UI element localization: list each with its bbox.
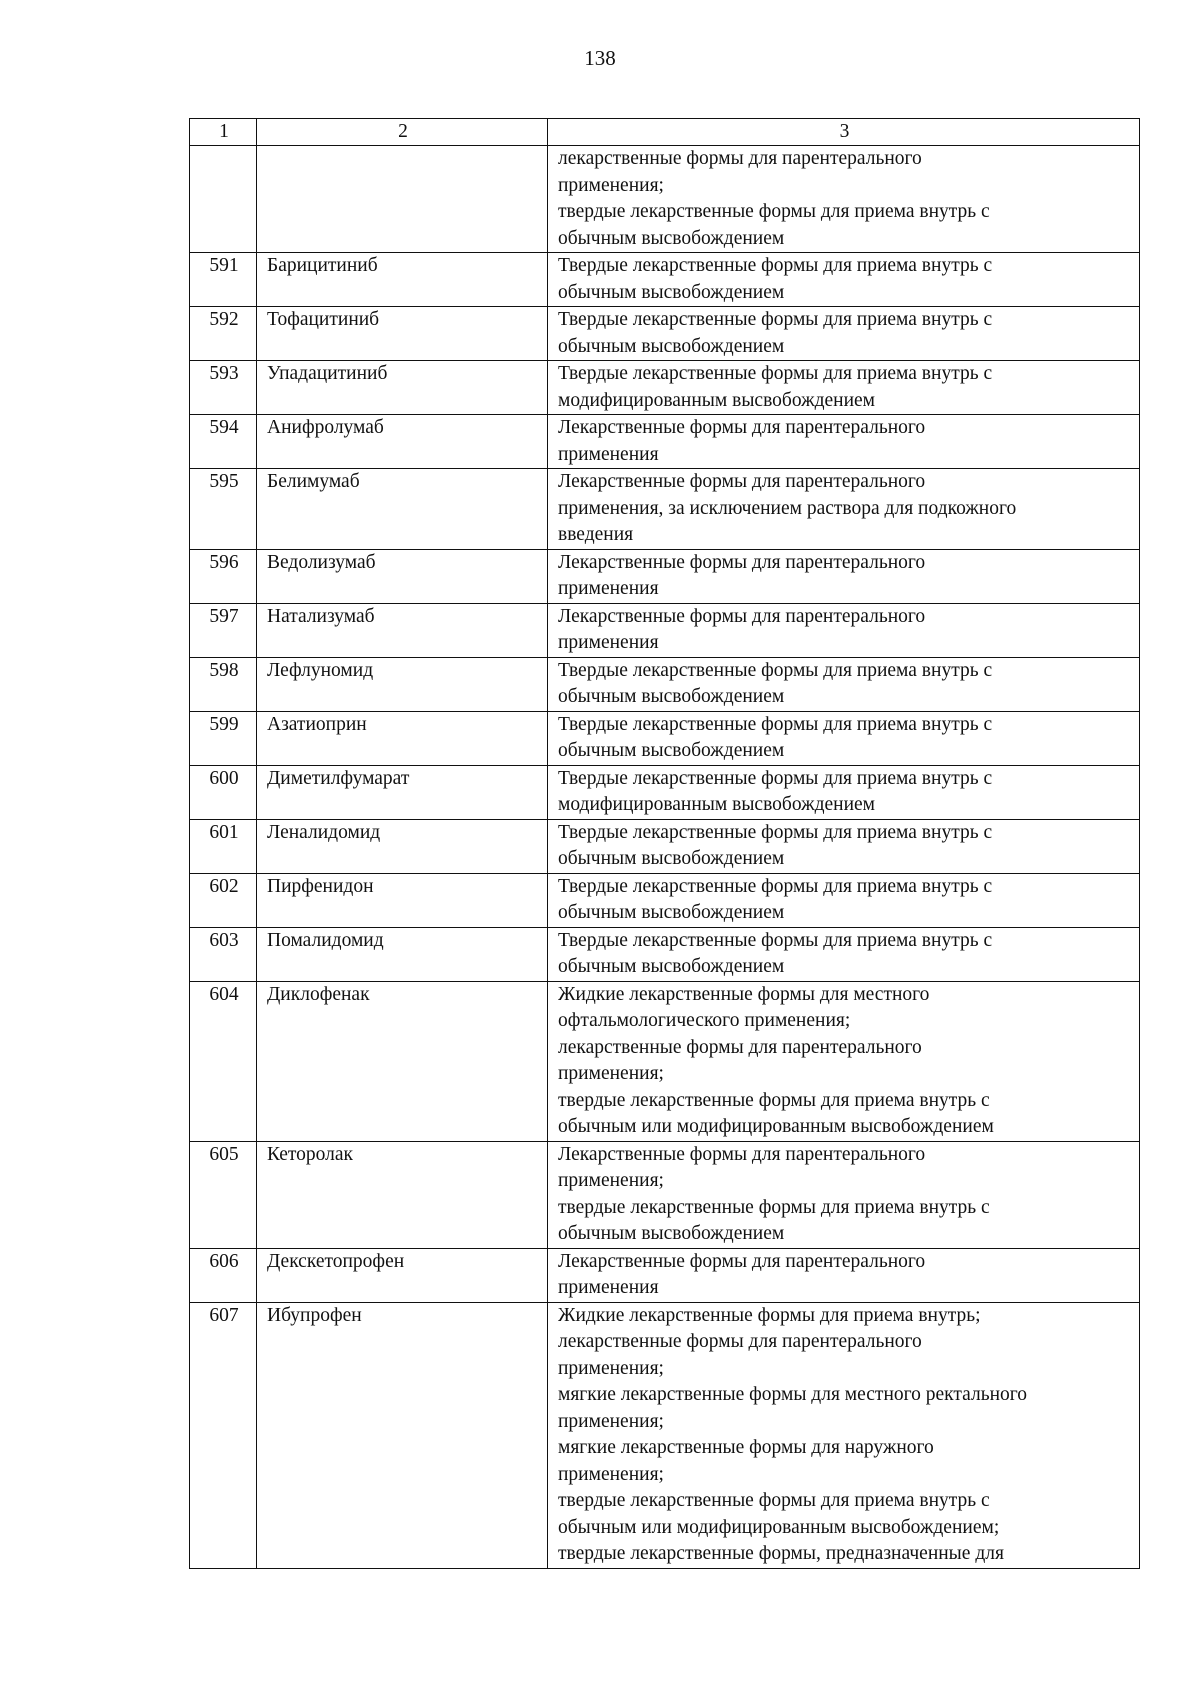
drug-name: Тофацитиниб (257, 307, 548, 361)
dosage-form-line: модифицированным высвобождением (558, 389, 876, 411)
dosage-form-line: применения, за исключением раствора для подкожного (558, 497, 1017, 519)
dosage-form-line: обычным высвобождением (558, 686, 785, 707)
row-number: 605 (190, 1141, 257, 1248)
drug-name: Анифролумаб (257, 415, 548, 469)
dosage-form-line: обычным высвобождением (558, 848, 785, 869)
dosage-form-line: Жидкие лекарственные формы для местного (558, 983, 930, 1005)
dosage-forms (548, 603, 1140, 657)
row-number: 603 (190, 927, 257, 981)
row-number: 606 (190, 1248, 257, 1302)
dosage-form-line: обычным высвобождением (558, 281, 785, 303)
table-row (190, 549, 1140, 603)
dosage-form-line: обычным высвобождением (558, 902, 785, 923)
drug-name: Лефлуномид (257, 657, 548, 711)
dosage-form-line: обычным высвобождением (558, 335, 785, 357)
dosage-forms (548, 549, 1140, 603)
dosage-form-line: лекарственные формы для парентерального (558, 148, 922, 169)
dosage-form-line: применения (558, 1277, 659, 1298)
drug-name: Диклофенак (257, 981, 548, 1141)
table-row (190, 765, 1140, 819)
dosage-forms (548, 1302, 1140, 1568)
dosage-form-line: твердые лекарственные формы, предназначенные для (558, 1543, 1004, 1564)
dosage-form-line: Твердые лекарственные формы для приема внутрь с (558, 875, 993, 897)
row-number: 598 (190, 657, 257, 711)
dosage-forms (548, 469, 1140, 550)
table-header-row (190, 119, 1140, 146)
dosage-form-line: Лекарственные формы для парентерального (558, 1250, 926, 1272)
drug-name: Декскетопрофен (257, 1248, 548, 1302)
table-row (190, 657, 1140, 711)
column-header-name: 2 (257, 119, 548, 146)
drug-name: Ведолизумаб (257, 549, 548, 603)
dosage-form-line: Лекарственные формы для парентерального (558, 551, 926, 573)
table-row (190, 1302, 1140, 1568)
dosage-form-line: Твердые лекарственные формы для приема внутрь с (558, 821, 993, 843)
dosage-form-line: применения; (558, 1410, 664, 1432)
dosage-form-line: обычным или модифицированным высвобождением (558, 1116, 994, 1137)
row-number: 602 (190, 873, 257, 927)
dosage-form-line: применения (558, 443, 659, 465)
dosage-form-line: Лекарственные формы для парентерального (558, 471, 926, 492)
dosage-form-line: обычным высвобождением (558, 1223, 785, 1244)
table-row (190, 1141, 1140, 1248)
dosage-forms (548, 927, 1140, 981)
table-row (190, 146, 1140, 253)
dosage-form-line: применения (558, 632, 659, 653)
dosage-form-line: Твердые лекарственные формы для приема внутрь с (558, 929, 993, 951)
dosage-form-line: лекарственные формы для парентерального (558, 1036, 922, 1058)
dosage-form-line: мягкие лекарственные формы для местного ректального (558, 1384, 1028, 1405)
row-number (190, 146, 257, 253)
column-header-forms: 3 (548, 119, 1140, 146)
dosage-form-line: применения (558, 578, 659, 599)
table-row (190, 1248, 1140, 1302)
dosage-forms (548, 657, 1140, 711)
table-row (190, 711, 1140, 765)
dosage-form-line: твердые лекарственные формы для приема внутрь с (558, 1089, 990, 1111)
row-number: 595 (190, 469, 257, 550)
row-number: 592 (190, 307, 257, 361)
dosage-form-line: Лекарственные формы для парентерального (558, 1143, 926, 1165)
dosage-form-line: применения; (558, 1063, 664, 1084)
dosage-form-line: Лекарственные формы для парентерального (558, 417, 926, 438)
table-row (190, 819, 1140, 873)
column-header-number: 1 (190, 119, 257, 146)
dosage-form-line: офтальмологического применения; (558, 1010, 851, 1031)
dosage-forms (548, 1141, 1140, 1248)
row-number: 599 (190, 711, 257, 765)
drug-name: Натализумаб (257, 603, 548, 657)
dosage-form-line: Твердые лекарственные формы для приема внутрь с (558, 767, 993, 789)
row-number: 601 (190, 819, 257, 873)
dosage-form-line: мягкие лекарственные формы для наружного (558, 1437, 934, 1458)
dosage-forms (548, 146, 1140, 253)
dosage-forms (548, 307, 1140, 361)
drug-name: Помалидомид (257, 927, 548, 981)
dosage-form-line: обычным высвобождением (558, 227, 785, 249)
dosage-forms (548, 819, 1140, 873)
dosage-form-line: Лекарственные формы для парентерального (558, 605, 926, 627)
dosage-forms (548, 981, 1140, 1141)
dosage-form-line: применения; (558, 174, 664, 196)
drug-name: Упадацитиниб (257, 361, 548, 415)
dosage-form-line: обычным высвобождением (558, 740, 785, 761)
dosage-forms (548, 711, 1140, 765)
dosage-forms (548, 1248, 1140, 1302)
dosage-form-line: введения (558, 524, 634, 545)
table-row (190, 253, 1140, 307)
dosage-form-line: Жидкие лекарственные формы для приема внутрь; (558, 1304, 981, 1326)
dosage-forms (548, 765, 1140, 819)
dosage-form-line: твердые лекарственные формы для приема внутрь с (558, 201, 990, 222)
drug-name: Пирфенидон (257, 873, 548, 927)
dosage-forms (548, 415, 1140, 469)
dosage-form-line: твердые лекарственные формы для приема внутрь с (558, 1196, 990, 1218)
row-number: 600 (190, 765, 257, 819)
drug-name: Ибупрофен (257, 1302, 548, 1568)
row-number: 591 (190, 253, 257, 307)
dosage-form-line: твердые лекарственные формы для приема внутрь с (558, 1490, 990, 1511)
table-row (190, 361, 1140, 415)
dosage-forms (548, 253, 1140, 307)
drug-name: Диметилфумарат (257, 765, 548, 819)
dosage-forms (548, 361, 1140, 415)
drug-name: Азатиоприн (257, 711, 548, 765)
dosage-form-line: Твердые лекарственные формы для приема внутрь с (558, 659, 993, 681)
row-number: 596 (190, 549, 257, 603)
dosage-form-line: модифицированным высвобождением (558, 794, 876, 815)
drug-name: Леналидомид (257, 819, 548, 873)
row-number: 604 (190, 981, 257, 1141)
dosage-form-line: Твердые лекарственные формы для приема внутрь с (558, 363, 993, 384)
drug-name (257, 146, 548, 253)
page-number: 138 (584, 46, 616, 70)
dosage-form-line: Твердые лекарственные формы для приема внутрь с (558, 255, 993, 276)
dosage-form-line: применения; (558, 1357, 664, 1379)
row-number: 594 (190, 415, 257, 469)
table-body (190, 146, 1140, 1569)
table-row (190, 981, 1140, 1141)
table-row (190, 415, 1140, 469)
dosage-form-line: обычным высвобождением (558, 956, 785, 977)
table-row (190, 307, 1140, 361)
row-number: 597 (190, 603, 257, 657)
dosage-form-line: Твердые лекарственные формы для приема внутрь с (558, 713, 993, 735)
dosage-form-line: применения; (558, 1170, 664, 1191)
drug-name: Белимумаб (257, 469, 548, 550)
dosage-form-line: применения; (558, 1463, 664, 1485)
drug-name: Кеторолак (257, 1141, 548, 1248)
table-row (190, 469, 1140, 550)
dosage-form-line: лекарственные формы для парентерального (558, 1331, 922, 1352)
dosage-form-line: обычным или модифицированным высвобождением; (558, 1516, 1000, 1538)
table-row (190, 873, 1140, 927)
dosage-form-line: Твердые лекарственные формы для приема внутрь с (558, 309, 993, 330)
table-row (190, 603, 1140, 657)
row-number: 607 (190, 1302, 257, 1568)
drug-name: Барицитиниб (257, 253, 548, 307)
row-number: 593 (190, 361, 257, 415)
table-row (190, 927, 1140, 981)
drug-table (189, 118, 1140, 1569)
dosage-forms (548, 873, 1140, 927)
